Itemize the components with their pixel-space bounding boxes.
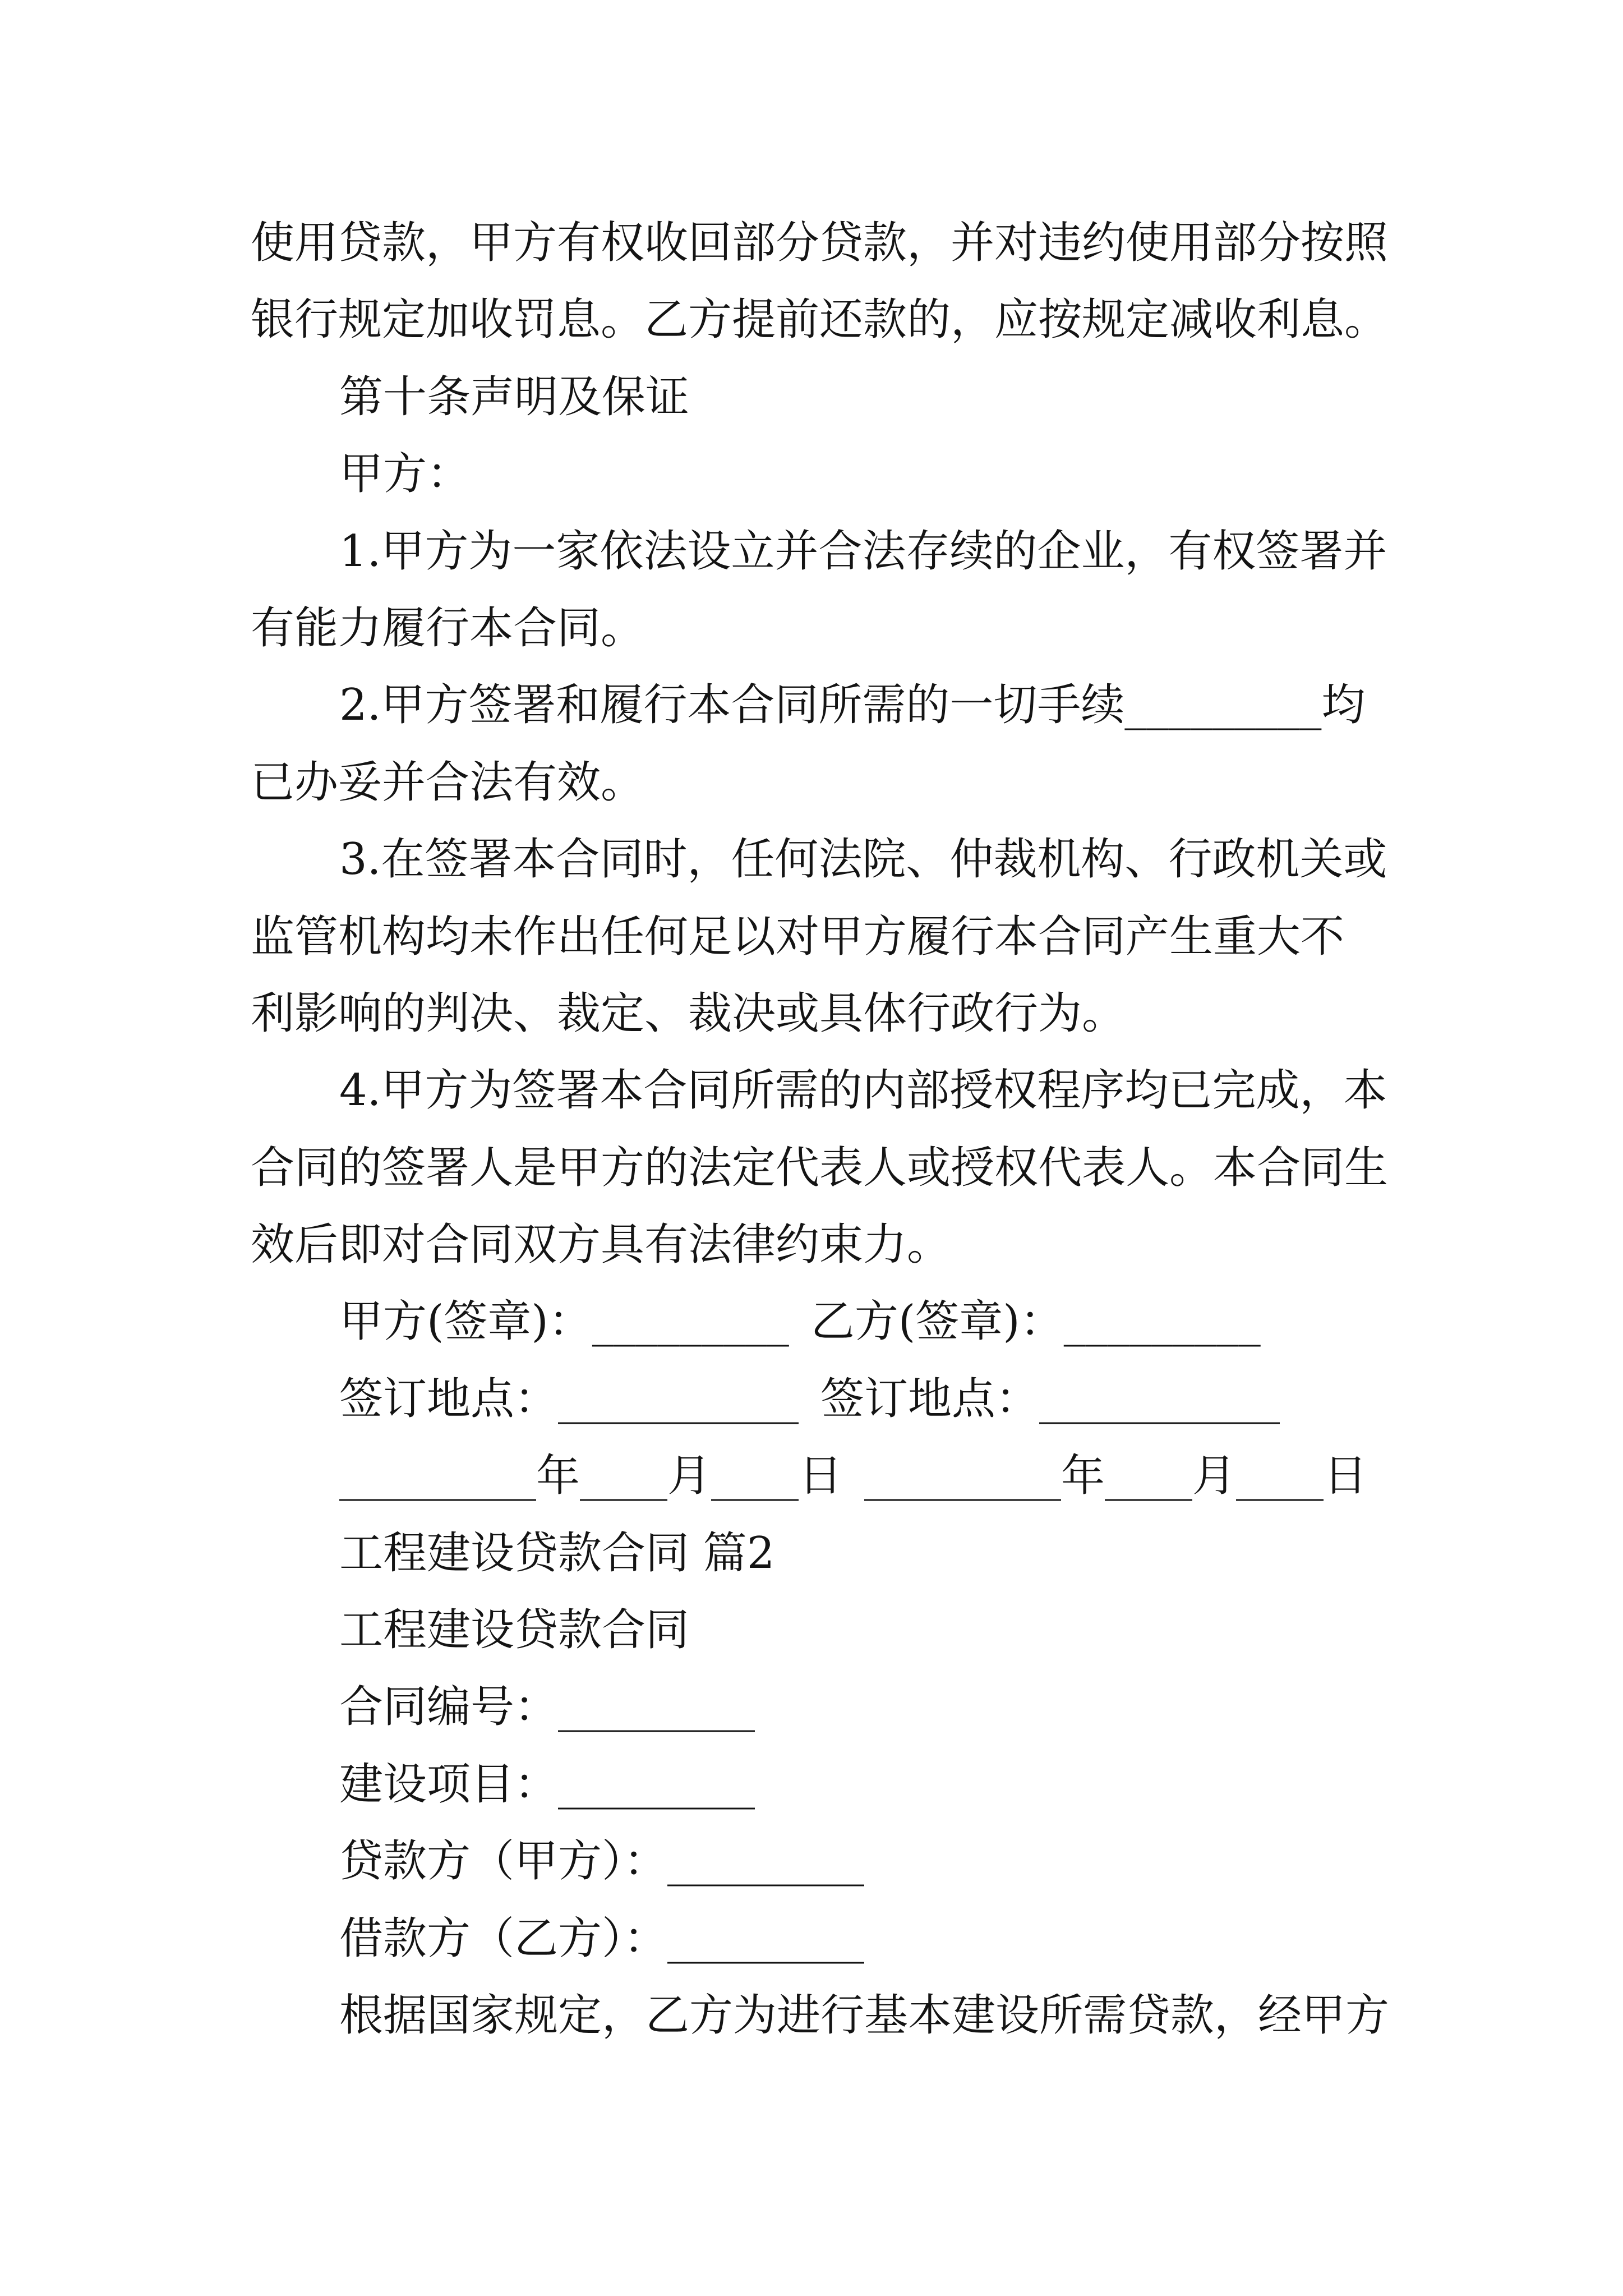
party-b-seal-field: 乙方(签章)：_________	[810, 1296, 1261, 1347]
party-b-place-field: 签订地点：___________	[820, 1373, 1280, 1424]
clause-line: 监管机构均未作出任何足以对甲方履行本合同产生重大不	[251, 911, 1345, 962]
lender-field: 贷款方（甲方）：_________	[339, 1836, 865, 1887]
section-two	[251, 1515, 1456, 2055]
document-body	[251, 205, 1456, 2054]
continuation-paragraph	[251, 205, 1456, 359]
contract-title: 工程建设贷款合同	[339, 1605, 690, 1656]
section-header: 工程建设贷款合同 篇2	[339, 1527, 775, 1579]
signature-row-seal	[251, 1283, 1456, 1360]
article-heading: 第十条声明及保证	[339, 371, 690, 422]
clause-line: 2.甲方签署和履行本合同所需的一切手续_________均	[339, 680, 1366, 731]
borrower-field: 借款方（乙方）：_________	[339, 1913, 865, 1964]
paragraph-line: 使用贷款，甲方有权收回部分贷款，并对违约使用部分按照	[251, 218, 1389, 268]
clause-line: 1.甲方为一家依法设立并合法存续的企业，有权签署并	[339, 526, 1387, 577]
contract-number-field: 合同编号：_________	[339, 1682, 755, 1733]
clause-1	[251, 513, 1456, 668]
signature-block	[251, 1283, 1456, 1515]
project-field: 建设项目：_________	[339, 1759, 755, 1810]
intro-paragraph-line: 根据国家规定，乙方为进行基本建设所需贷款，经甲方	[339, 1990, 1390, 2041]
party-a-seal-field: 甲方(签章)：_________	[339, 1296, 789, 1347]
party-b-date-field: _________年____月____日	[864, 1451, 1368, 1502]
signature-row-place	[251, 1361, 1456, 1438]
party-a-place-field: 签订地点：___________	[339, 1373, 799, 1424]
clause-4	[251, 1052, 1456, 1283]
paragraph-line: 银行规定加收罚息。乙方提前还款的，应按规定减收利息。	[251, 295, 1389, 346]
party-a-date-field: _________年____月____日	[339, 1451, 843, 1502]
clause-3	[251, 821, 1456, 1052]
clause-line: 4.甲方为签署本合同所需的内部授权程序均已完成，本	[339, 1065, 1387, 1116]
clause-line: 利影响的判决、裁定、裁决或具体行政行为。	[251, 988, 1126, 1039]
clause-line: 合同的签署人是甲方的法定代表人或授权代表人。本合同生	[251, 1142, 1389, 1193]
clause-line: 3.在签署本合同时，任何法院、仲裁机构、行政机关或	[339, 834, 1387, 885]
clause-2	[251, 667, 1456, 821]
signature-row-date	[251, 1438, 1456, 1515]
party-a-label: 甲方：	[339, 449, 471, 500]
clause-line: 有能力履行本合同。	[251, 602, 645, 654]
clause-line: 效后即对合同双方具有法律约束力。	[251, 1220, 951, 1271]
clause-line: 已办妥并合法有效。	[251, 757, 645, 808]
